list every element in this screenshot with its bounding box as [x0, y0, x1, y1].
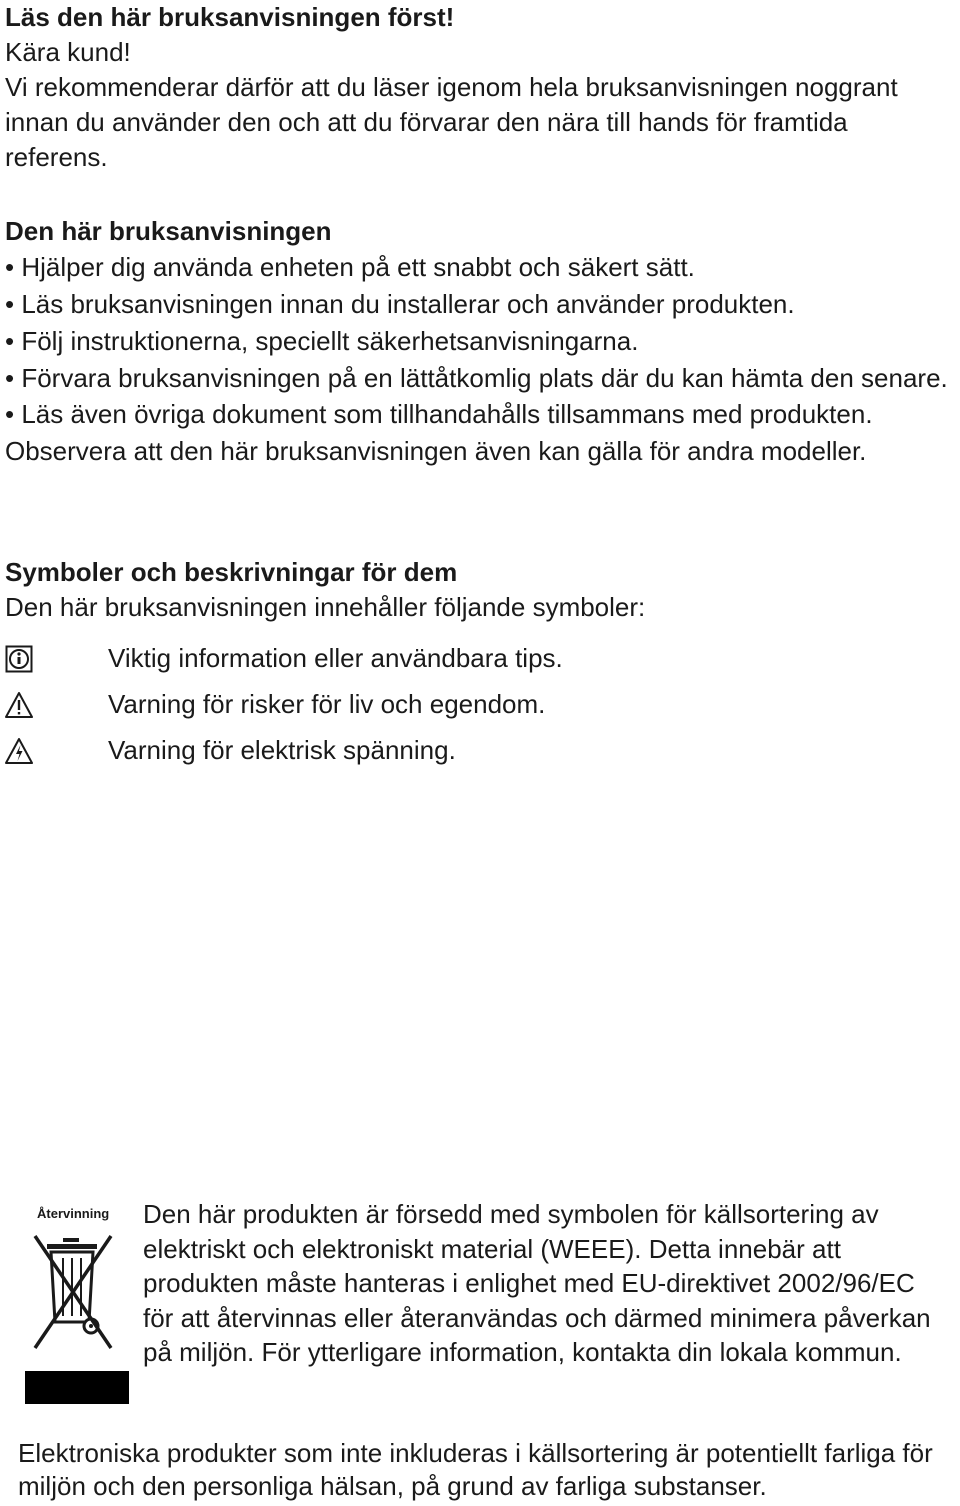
manual-section-heading: Den här bruksanvisningen — [5, 216, 332, 246]
bullet-item: • Förvara bruksanvisningen på en lättåtkomlig plats där du kan hämta den senare. — [5, 363, 948, 393]
symbol-description: Varning för risker för liv och egendom. — [108, 689, 546, 719]
weee-section — [25, 1200, 945, 1410]
footer-note: Elektroniska produkter som inte inkluderas i källsortering är potentiellt farliga för miljön och den personliga hälsan, på grund av farliga substanser. — [18, 1438, 933, 1501]
symbols-section — [5, 555, 950, 775]
models-note: Observera att den här bruksanvisningen även kan gälla för andra modeller. — [5, 436, 867, 466]
bullet-item: • Läs bruksanvisningen innan du installerar och använder produkten. — [5, 289, 795, 319]
symbol-row-info — [5, 637, 950, 683]
greeting: Kära kund! — [5, 37, 131, 67]
manual-section — [5, 214, 950, 470]
weee-recycling-icon — [25, 1200, 129, 1407]
bullet-item: • Läs även övriga dokument som tillhandahålls tillsammans med produkten. — [5, 399, 873, 429]
electric-warning-icon — [5, 737, 33, 765]
document-page — [5, 0, 950, 765]
symbols-section-heading: Symboler och beskrivningar för dem — [5, 557, 458, 587]
page-title: Läs den här bruksanvisningen först! — [5, 2, 455, 32]
warning-icon — [5, 691, 33, 719]
info-icon — [5, 645, 33, 673]
symbol-row-electric — [5, 729, 950, 775]
bullet-item: • Följ instruktionerna, speciellt säkerhetsanvisningarna. — [5, 326, 639, 356]
weee-description: Den här produkten är försedd med symbolen för källsortering av elektriskt och elektroniskt material (WEEE). Detta innebär att produkten måste hanteras i enlighet med EU-direktivet 2002/96/EC för att återvinnas eller återanvändas och därmed minimera påverkan på miljön. För ytterligare information, kontakta din lokala kommun. — [143, 1199, 931, 1367]
weee-label: Återvinning — [37, 1206, 110, 1221]
symbol-description: Viktig information eller användbara tips. — [108, 643, 563, 673]
intro-paragraph: Vi rekommenderar därför att du läser igenom hela bruksanvisningen noggrant innan du använder den och att du förvarar den nära till hands för framtida referens. — [5, 72, 898, 172]
bullet-item: • Hjälper dig använda enheten på ett snabbt och säkert sätt. — [5, 252, 695, 282]
symbol-description: Varning för elektrisk spänning. — [108, 735, 456, 765]
symbols-intro: Den här bruksanvisningen innehåller följande symboler: — [5, 592, 646, 622]
symbol-row-warning — [5, 683, 950, 729]
